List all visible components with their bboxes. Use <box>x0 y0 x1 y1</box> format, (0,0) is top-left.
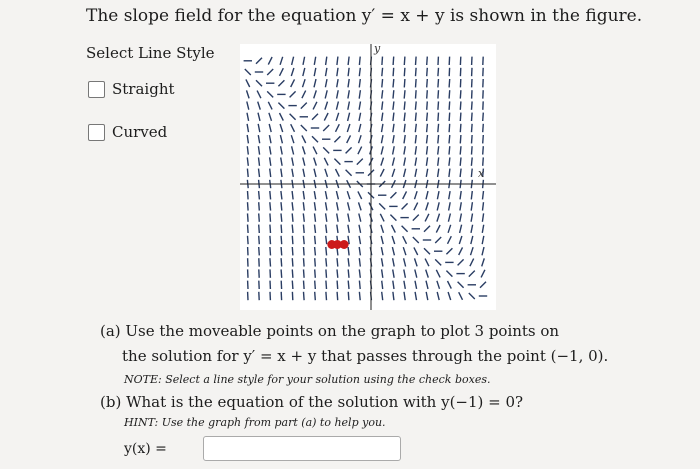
slope-segment <box>281 191 282 199</box>
slope-segment <box>438 135 439 143</box>
slope-segment <box>304 292 305 300</box>
slope-segment <box>359 292 360 300</box>
slope-segment <box>281 269 282 277</box>
slope-segment <box>348 292 349 300</box>
slope-segment <box>449 79 450 87</box>
slope-segment <box>483 146 484 154</box>
slope-segment <box>359 68 360 76</box>
slope-segment <box>304 269 305 277</box>
slope-segment <box>460 157 461 165</box>
slope-segment <box>483 157 484 165</box>
slope-segment <box>281 247 282 255</box>
slope-segment <box>248 236 249 244</box>
slope-segment <box>247 169 248 177</box>
slope-segment <box>259 157 260 165</box>
slope-segment <box>304 247 305 255</box>
slope-segment <box>270 247 271 255</box>
slope-segment <box>270 225 271 233</box>
slope-segment <box>359 281 360 289</box>
slope-segment <box>438 101 439 109</box>
slope-field-graph[interactable] <box>240 44 496 310</box>
slope-segment <box>416 90 417 98</box>
answer-label: y(x) = <box>124 441 167 457</box>
graph-background <box>240 44 496 310</box>
slope-segment <box>415 113 416 121</box>
slope-segment <box>438 146 439 154</box>
slope-segment <box>315 269 316 277</box>
slope-segment <box>404 79 405 87</box>
slope-segment <box>315 247 316 255</box>
slope-segment <box>270 258 271 266</box>
slope-segment <box>471 157 472 165</box>
moveable-point-3[interactable] <box>340 240 349 249</box>
slope-segment <box>315 281 316 289</box>
slope-segment <box>483 191 484 199</box>
slope-segment <box>393 113 394 121</box>
slope-segment <box>393 292 394 300</box>
slope-segment <box>404 101 405 109</box>
slope-segment <box>337 269 338 277</box>
slope-segment <box>460 146 461 154</box>
slope-segment <box>427 57 428 65</box>
slope-segment <box>471 191 472 199</box>
slope-segment <box>326 269 327 277</box>
slope-segment <box>292 258 293 266</box>
part-a-line1: (a) Use the moveable points on the graph to plot 3 points on <box>100 322 560 340</box>
slope-segment <box>315 258 316 266</box>
slope-segment <box>404 68 405 76</box>
slope-segment <box>292 281 293 289</box>
slope-segment <box>438 90 439 98</box>
slope-segment <box>248 213 249 221</box>
slope-segment <box>415 101 416 109</box>
slope-segment <box>303 236 304 244</box>
slope-segment <box>393 90 394 98</box>
slope-segment <box>348 269 349 277</box>
slope-segment <box>337 258 338 266</box>
slope-segment <box>483 124 484 132</box>
answer-input[interactable] <box>203 436 401 461</box>
slope-segment <box>315 236 316 244</box>
slope-segment <box>449 124 450 132</box>
slope-segment <box>259 225 260 233</box>
slope-segment <box>281 202 282 210</box>
slope-segment <box>337 57 338 65</box>
slope-segment <box>348 281 349 289</box>
straight-checkbox[interactable] <box>88 81 105 98</box>
straight-label: Straight <box>112 80 175 98</box>
slope-segment <box>415 124 416 132</box>
slope-segment <box>460 124 461 132</box>
slope-segment <box>427 146 428 154</box>
slope-segment <box>382 68 383 76</box>
slope-segment <box>382 292 383 300</box>
slope-segment <box>416 57 417 65</box>
slope-segment <box>292 213 293 221</box>
slope-segment <box>382 90 383 98</box>
slope-segment <box>303 202 304 210</box>
slope-segment <box>315 213 316 221</box>
slope-segment <box>404 57 405 65</box>
slope-segment <box>259 236 260 244</box>
straight-option[interactable] <box>88 80 175 98</box>
y-axis-label: y <box>374 44 381 55</box>
slope-segment <box>393 79 394 87</box>
slope-segment <box>438 68 439 76</box>
part-b-hint: HINT: Use the graph from part (a) to help you. <box>124 416 386 429</box>
slope-segment <box>416 68 417 76</box>
slope-segment <box>359 79 360 87</box>
slope-segment <box>248 225 249 233</box>
slope-segment <box>427 101 428 109</box>
slope-segment <box>281 225 282 233</box>
slope-segment <box>359 269 360 277</box>
slope-segment <box>472 113 473 121</box>
slope-segment <box>471 169 472 177</box>
slope-segment <box>304 258 305 266</box>
slope-segment <box>404 113 405 121</box>
slope-segment <box>247 157 248 165</box>
slope-segment <box>427 124 428 132</box>
slope-segment <box>303 225 304 233</box>
slope-segment <box>427 113 428 121</box>
slope-segment <box>259 191 260 199</box>
slope-segment <box>359 258 360 266</box>
line-style-heading: Select Line Style <box>86 44 215 62</box>
slope-segment <box>472 146 473 154</box>
slope-segment <box>427 135 428 143</box>
question-title: The slope field for the equation y′ = x + y is shown in the figure. <box>86 6 643 26</box>
slope-segment <box>472 101 473 109</box>
x-axis-label: x <box>478 167 485 180</box>
slope-segment <box>326 281 327 289</box>
slope-segment <box>382 79 383 87</box>
slope-segment <box>449 146 450 154</box>
slope-segment <box>247 146 248 154</box>
slope-segment <box>303 213 304 221</box>
slope-segment <box>449 90 450 98</box>
slope-segment <box>404 124 405 132</box>
slope-segment <box>337 281 338 289</box>
slope-segment <box>427 79 428 87</box>
curved-option[interactable] <box>88 123 167 141</box>
curved-label: Curved <box>112 123 168 141</box>
slope-segment <box>472 135 473 143</box>
slope-segment <box>270 191 271 199</box>
slope-segment <box>483 135 484 143</box>
slope-segment <box>292 202 293 210</box>
slope-segment <box>359 57 360 65</box>
slope-segment <box>348 57 349 65</box>
slope-segment <box>460 169 461 177</box>
slope-segment <box>483 202 484 210</box>
slope-segment <box>270 213 271 221</box>
part-b-line1: (b) What is the equation of the solution with y(−1) = 0? <box>100 393 524 411</box>
slope-segment <box>460 135 461 143</box>
slope-segment <box>292 236 293 244</box>
slope-segment <box>427 68 428 76</box>
slope-segment <box>404 90 405 98</box>
slope-segment <box>460 90 461 98</box>
slope-segment <box>416 79 417 87</box>
slope-segment <box>259 247 260 255</box>
slope-segment <box>449 101 450 109</box>
slope-segment <box>326 258 327 266</box>
slope-segment <box>449 113 450 121</box>
slope-segment <box>415 135 416 143</box>
slope-segment <box>270 236 271 244</box>
slope-segment <box>270 169 271 177</box>
slope-segment <box>449 157 450 165</box>
slope-segment <box>449 135 450 143</box>
slope-segment <box>348 258 349 266</box>
slope-segment <box>393 68 394 76</box>
slope-segment <box>270 202 271 210</box>
slope-segment <box>393 101 394 109</box>
slope-segment <box>326 247 327 255</box>
slope-segment <box>259 202 260 210</box>
slope-segment <box>259 169 260 177</box>
slope-segment <box>348 247 349 255</box>
slope-segment <box>326 236 327 244</box>
slope-segment <box>427 90 428 98</box>
slope-segment <box>315 292 316 300</box>
part-a-line2: the solution for y′ = x + y that passes through the point (−1, 0). <box>122 347 609 365</box>
slope-segment <box>348 68 349 76</box>
slope-segment <box>292 269 293 277</box>
slope-segment <box>326 225 327 233</box>
slope-segment <box>438 79 439 87</box>
curved-checkbox[interactable] <box>88 124 105 141</box>
slope-segment <box>259 213 260 221</box>
slope-segment <box>460 101 461 109</box>
slope-segment <box>382 281 383 289</box>
slope-segment <box>292 225 293 233</box>
moveable-points[interactable] <box>327 240 348 249</box>
slope-segment <box>304 281 305 289</box>
slope-segment <box>438 124 439 132</box>
slope-segment <box>315 225 316 233</box>
slope-segment <box>248 202 249 210</box>
slope-segment <box>382 101 383 109</box>
part-a-note: NOTE: Select a line style for your solution using the check boxes. <box>124 373 491 386</box>
slope-segment <box>281 213 282 221</box>
slope-segment <box>393 57 394 65</box>
slope-segment <box>382 57 383 65</box>
slope-segment <box>281 258 282 266</box>
slope-segment <box>292 247 293 255</box>
slope-segment <box>483 113 484 121</box>
slope-segment <box>248 191 249 199</box>
slope-segment <box>438 113 439 121</box>
slope-segment <box>472 124 473 132</box>
slope-segment <box>281 236 282 244</box>
slope-segment <box>292 191 293 199</box>
slope-segment <box>438 157 439 165</box>
slope-segment <box>326 292 327 300</box>
slope-segment <box>449 169 450 177</box>
slope-segment <box>460 113 461 121</box>
slope-segment <box>337 292 338 300</box>
